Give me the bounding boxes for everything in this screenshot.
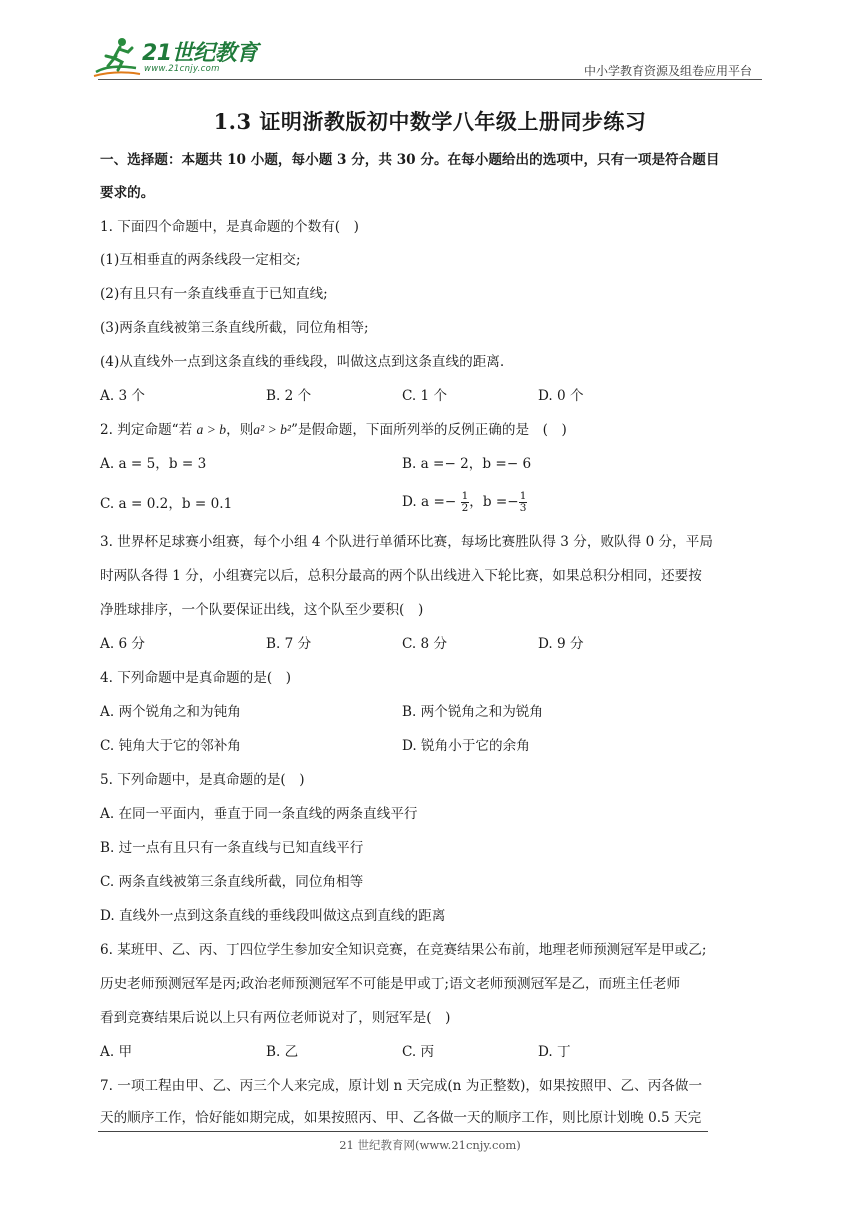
question-5-option-a[interactable]: A. 在同一平面内，垂直于同一条直线的两条直线平行 [100,806,418,822]
question-6-line-2: 历史老师预测冠军是丙;政治老师预测冠军不可能是甲或丁;语文老师预测冠军是乙，而班主任老师 [100,976,681,992]
question-3-line-1: 3. 世界杯足球赛小组赛，每个小组 4 个队进行单循环比赛，每场比赛胜队得 3 分，败队得 0 分，平局 [100,534,713,550]
question-6-line-1: 6. 某班甲、乙、丙、丁四位学生参加安全知识竞赛，在竞赛结果公布前，地理老师预测冠军是甲或乙; [100,942,707,958]
question-2-stem-part-1: 2. 判定命题“若 [100,422,197,438]
question-3-option-b[interactable]: B. 7 分 [266,636,312,652]
question-2-stem [100,420,567,440]
question-1-option-d[interactable]: D. 0 个 [538,388,584,404]
question-3-option-d[interactable]: D. 9 分 [538,636,584,652]
question-3-option-c[interactable]: C. 8 分 [402,636,448,652]
question-3-line-2: 时两队各得 1 分，小组赛完以后，总积分最高的两个队出线进入下轮比赛，如果总积分相同，还要按 [100,568,702,584]
question-2-stem-part-2: ，则 [226,422,254,438]
question-2-option-b[interactable]: B. a =− 2，b =− 6 [402,456,532,472]
question-1-item-3: (3)两条直线被第三条直线所截，同位角相等; [100,320,369,336]
question-1-option-c[interactable]: C. 1 个 [402,388,448,404]
footer-divider [98,1131,708,1132]
question-4-stem: 4. 下列命题中是真命题的是( ) [100,670,292,686]
question-1-item-1: (1)互相垂直的两条线段一定相交; [100,252,301,268]
question-2-option-d-prefix: D. a =− [402,494,457,510]
question-4-option-b[interactable]: B. 两个锐角之和为锐角 [402,704,543,720]
question-3-option-a[interactable]: A. 6 分 [100,636,146,652]
question-6-option-c[interactable]: C. 丙 [402,1044,435,1060]
question-4-option-d[interactable]: D. 锐角小于它的余角 [402,738,530,754]
question-2-option-d-middle: ，b =− [469,494,519,510]
question-2-stem-part-3: ”是假命题，下面所列举的反例正确的是 ( ) [291,422,567,438]
question-1-item-4: (4)从直线外一点到这条直线的垂线段，叫做这点到这条直线的距离. [100,354,505,370]
site-logo[interactable] [92,34,262,80]
question-6-option-a[interactable]: A. 甲 [100,1044,133,1060]
question-1-stem: 1. 下面四个命题中，是真命题的个数有( ) [100,219,359,235]
question-4-option-c[interactable]: C. 钝角大于它的邻补角 [100,738,241,754]
question-5-option-c[interactable]: C. 两条直线被第三条直线所截，同位角相等 [100,874,364,890]
question-4-option-a[interactable]: A. 两个锐角之和为钝角 [100,704,241,720]
question-2-option-c[interactable]: C. a = 0.2，b = 0.1 [100,496,233,512]
runner-logo-icon [92,34,142,80]
question-6-option-b[interactable]: B. 乙 [266,1044,299,1060]
question-1-option-b[interactable]: B. 2 个 [266,388,312,404]
section-instructions-line-2: 要求的。 [100,185,155,201]
logo-text: 21世纪教育 [142,41,258,66]
platform-slogan: 中小学教育资源及组卷应用平台 [583,64,752,78]
question-5-option-d[interactable]: D. 直线外一点到这条直线的垂线段叫做这点到直线的距离 [100,908,446,924]
logo-url: www.21cnjy.com [144,64,220,74]
footer-link[interactable]: 21 世纪教育网(www.21cnjy.com) [339,1138,521,1152]
fraction-one-third: $\frac{1}{3}$ [519,490,527,514]
question-5-option-b[interactable]: B. 过一点有且只有一条直线与已知直线平行 [100,840,364,856]
question-2-conclusion: a² > b² [253,422,292,437]
question-2-option-a[interactable]: A. a = 5，b = 3 [100,456,207,472]
question-6-option-d[interactable]: D. 丁 [538,1044,571,1060]
question-3-line-3: 净胜球排序，一个队要保证出线，这个队至少要积( ) [100,602,424,618]
question-7-line-1: 7. 一项工程由甲、乙、丙三个人来完成，原计划 n 天完成(n 为正整数)，如果按照甲、乙、丙各做一 [100,1078,703,1094]
section-instructions-line-1: 一、选择题：本题共 10 小题，每小题 3 分，共 30 分。在每小题给出的选项中，只有一项是符合题目 [100,152,720,168]
header-divider [98,79,762,80]
question-5-stem: 5. 下列命题中，是真命题的是( ) [100,772,305,788]
question-1-item-2: (2)有且只有一条直线垂直于已知直线; [100,286,328,302]
question-7-line-2: 天的顺序工作，恰好能如期完成，如果按照丙、甲、乙各做一天的顺序工作，则比原计划晚 0.5 天完 [100,1110,702,1126]
fraction-one-half: $\frac{1}{2}$ [461,490,469,514]
question-1-option-a[interactable]: A. 3 个 [100,388,146,404]
page-title: 1.3 证明浙教版初中数学八年级上册同步练习 [213,109,647,134]
question-2-option-d[interactable] [402,488,527,516]
question-2-condition: a > b [196,422,227,437]
question-6-line-3: 看到竞赛结果后说以上只有两位老师说对了，则冠军是( ) [100,1010,451,1026]
